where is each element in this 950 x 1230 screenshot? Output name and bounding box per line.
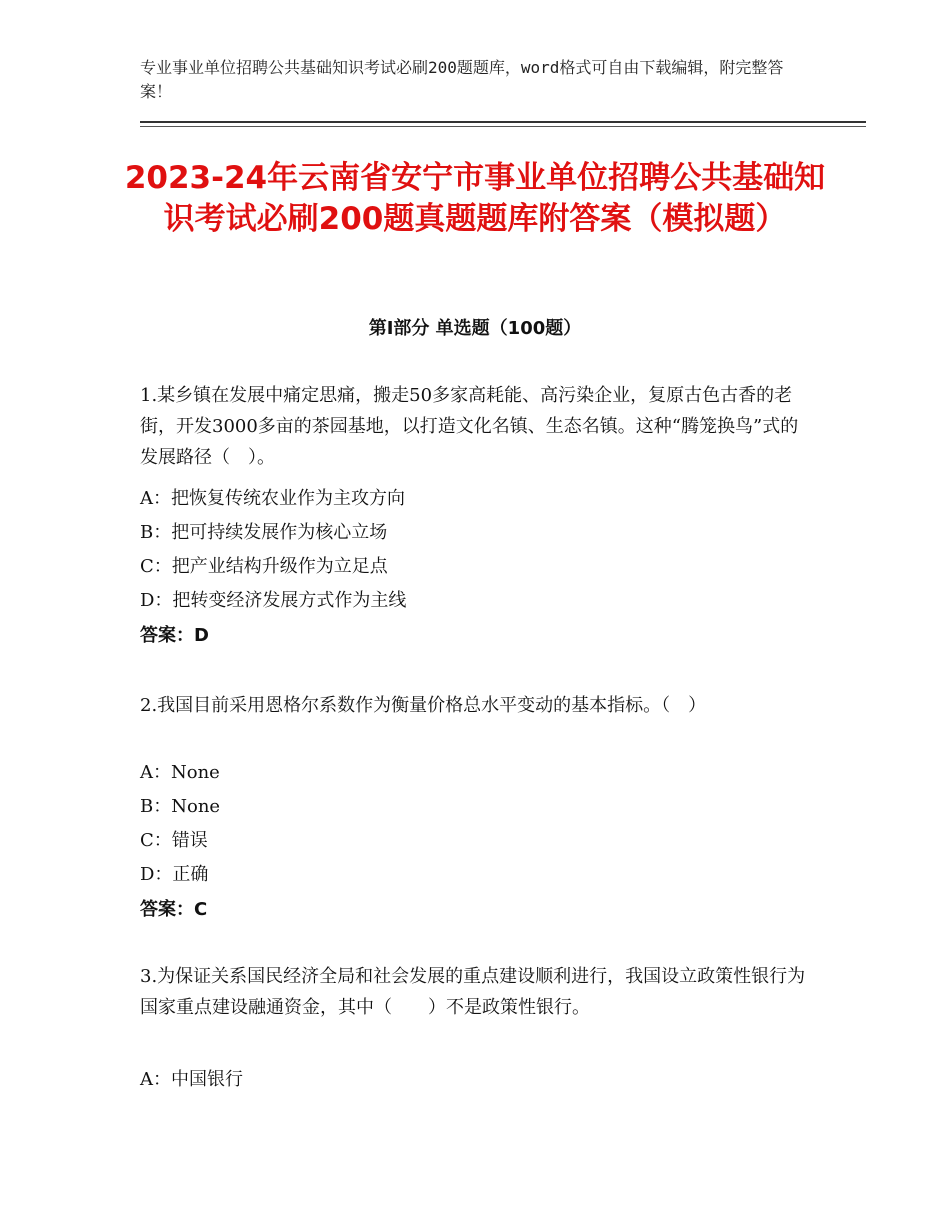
question-1-option-c: C：把产业结构升级作为立足点 [140,556,388,577]
question-3-option-a: A：中国银行 [140,1069,243,1090]
question-1-text: 1.某乡镇在发展中痛定思痛，搬走50多家高耗能、高污染企业，复原古色古香的老街，开发3000多亩的茶园基地，以打造文化名镇、生态名镇。这种“腾笼换鸟”式的发展路径（ ）。 [140,385,799,468]
header-rule-thin [140,126,866,127]
question-3-text: 3.为保证关系国民经济全局和社会发展的重点建设顺利进行，我国设立政策性银行为国家重点建设融通资金，其中（ ）不是政策性银行。 [140,966,806,1018]
header-rule-thick [140,121,866,123]
question-1-option-d: D：把转变经济发展方式作为主线 [140,590,407,611]
question-2-option-d: D：正确 [140,864,209,885]
question-2-option-a: A：None [140,762,220,783]
question-1-option-a: A：把恢复传统农业作为主攻方向 [140,488,405,509]
document-title: 2023-24年云南省安宁市事业单位招聘公共基础知识考试必刷200题真题题库附答案（模拟题） [124,160,826,237]
question-2-answer: 答案：C [140,899,208,920]
header-note: 专业事业单位招聘公共基础知识考试必刷200题题库，word格式可自由下载编辑，附完整答案！ [140,58,784,101]
question-2-text: 2.我国目前采用恩格尔系数作为衡量价格总水平变动的基本指标。（ ） [140,695,707,716]
question-1-answer: 答案：D [140,625,209,646]
section-title: 第Ⅰ部分 单选题（100题） [368,318,582,339]
question-1-option-b: B：把可持续发展作为核心立场 [140,522,388,543]
question-2-option-c: C：错误 [140,830,208,851]
question-2-option-b: B：None [140,796,221,817]
